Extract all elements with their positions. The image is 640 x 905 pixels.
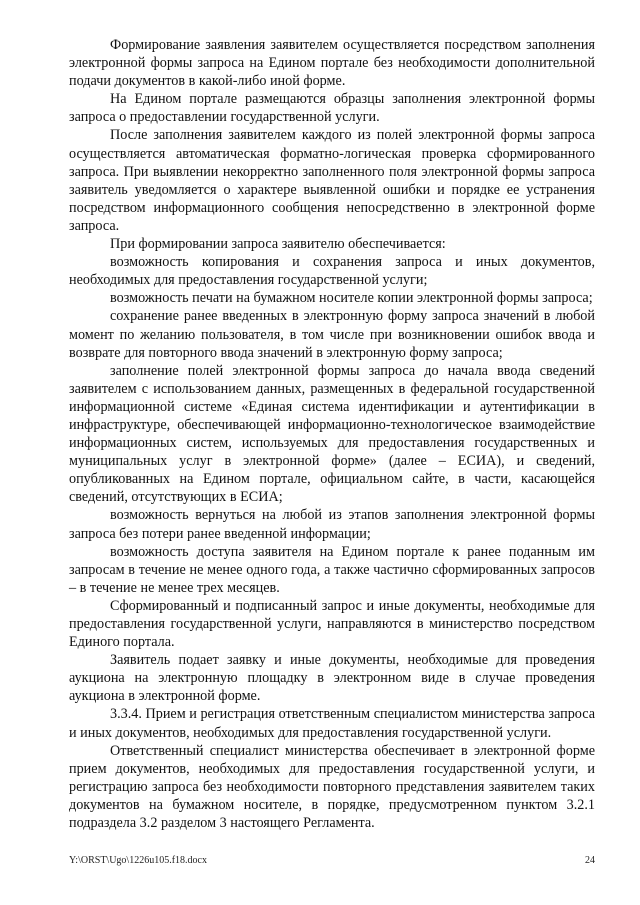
footer-file-path: Y:\ORST\Ugo\1226u105.f18.docx (69, 855, 207, 866)
list-item: возможность печати на бумажном носителе копии электронной формы запроса; (110, 290, 593, 307)
page-footer (69, 855, 595, 867)
page-number: 24 (585, 855, 595, 866)
list-item: возможность копирования и сохранения запроса и иных документов, необходимых для предоставления государственной услуги; (69, 254, 595, 289)
paragraph: На Едином портале размещаются образцы заполнения электронной формы запроса о предоставлении государственной услуги. (69, 91, 595, 126)
paragraph: После заполнения заявителем каждого из полей электронной формы запроса осуществляется автоматическая форматно-логическая проверка сформированного запроса. При выявлении некорректно заполненного поля электронной формы запроса заявитель уведомляется о характере выявленной ошибки и порядке ее устранения посредством информационного сообщения непосредственно в электронной форме запроса. (69, 127, 595, 234)
list-item: возможность вернуться на любой из этапов заполнения электронной формы запроса без потери ранее введенной информации; (69, 507, 595, 542)
paragraph: Формирование заявления заявителем осуществляется посредством заполнения электронной формы запроса на Едином портале без необходимости дополнительной подачи документов в какой-либо иной форме. (69, 37, 595, 90)
list-item: заполнение полей электронной формы запроса до начала ввода сведений заявителем с использованием данных, размещенных в федеральной государственной информационной системе «Единая система идентификации и аутентификации в инфраструктуре, обеспечивающей информационно-технологическое взаимодействие информационных систем, используемых для предоставления государственных и муниципальных услуг в электронной форме» (далее – ЕСИА), и сведений, опубликованных на Едином портале, официальном сайте, в части, касающейся сведений, отсутствующих в ЕСИА; (69, 362, 595, 506)
section-heading-paragraph: 3.3.4. Прием и регистрация ответственным специалистом министерства запроса и иных документов, необходимых для предоставления государственной услуги. (69, 706, 595, 741)
list-item: возможность доступа заявителя на Едином портале к ранее поданным им запросам в течение не менее одного года, а также частично сформированных запросов – в течение не менее трех месяцев. (69, 543, 595, 596)
paragraph: Заявитель подает заявку и иные документы, необходимые для проведения аукциона на электронную площадку в электронном виде в случае проведения аукциона в электронной форме. (69, 652, 595, 705)
paragraph: Сформированный и подписанный запрос и иные документы, необходимые для предоставления государственной услуги, направляются в министерство посредством Единого портала. (69, 597, 595, 651)
list-item: сохранение ранее введенных в электронную форму запроса значений в любой момент по желанию пользователя, в том числе при возникновении ошибок ввода и возврате для повторного ввода значений в электронную форму запроса; (69, 308, 595, 361)
document-page (69, 36, 595, 832)
paragraph: Ответственный специалист министерства обеспечивает в электронной форме прием документов, необходимых для предоставления государственной услуги, и регистрацию запроса без необходимости повторного представления заявителем таких документов на бумажном носителе, в порядке, предусмотренном пунктом 3.2.1 подраздела 3.2 разделом 3 настоящего Регламента. (69, 742, 595, 832)
paragraph: При формировании запроса заявителю обеспечивается: (110, 236, 446, 253)
